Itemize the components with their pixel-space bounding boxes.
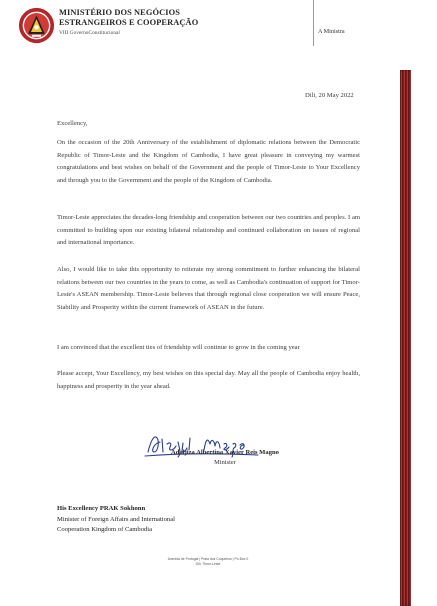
salutation: Excellency, — [57, 120, 88, 127]
decorative-stripe — [400, 70, 411, 606]
ministry-name-line1: MINISTÉRIO DOS NEGÓCIOS — [59, 8, 180, 17]
header-divider — [313, 0, 314, 46]
recipient-block — [57, 504, 175, 536]
recipient-line2: Minister of Foreign Affairs and International — [57, 515, 175, 523]
footer-line2: Díli, Timor-Leste — [195, 562, 221, 566]
ministry-name-line2: ESTRANGEIROS E COOPERAÇÃO — [59, 18, 199, 27]
ministry-header — [59, 8, 294, 37]
paragraph-3: Also, I would like to take this opportunity to reiterate my strong commitment to further enhancing the bilateral relations between our two countries in the years to come, as well as Cambodia's continuation of support for Timor-Leste's ASEAN membership. Timor-Leste believes that through regional close cooperation we will ensure Peace, Stability and Prosperity within the current framework of ASEAN in the future. — [57, 266, 360, 311]
office-label: A Ministra — [318, 28, 345, 35]
recipient-name: His Excellency PRAK Sokhonn — [57, 505, 146, 512]
government-label: VIII GovernoConstitucional — [59, 30, 120, 36]
paragraph-5: Please accept, Your Excellency, my best wishes on this special day. May all the people of Cambodia enjoy health, happiness and prosperity in the year ahead. — [57, 370, 360, 390]
paragraph-2: Timor-Leste appreciates the decades-long friendship and cooperation between our two countries and peoples. I am committed to building upon our existing bilateral relationship and continued collaboration on issues of regional and international importance. — [57, 214, 360, 247]
footer-address — [148, 557, 268, 567]
signatory-name: Adaljiza Albertina Xavier Reis Magno — [171, 449, 279, 456]
footer-line1: Avenida de Portugal | Praia dos Coqueiros | Po Box 0 — [167, 557, 249, 561]
letter-date: Dili, 20 May 2022 — [305, 92, 354, 99]
paragraph-4: I am convinced that the excellent ties of friendship will continue to grow in the coming year — [57, 344, 300, 351]
paragraph-1: On the occasion of the 20th Anniversary of the establishment of diplomatic relations between the Democratic Republic of Timor-Leste and the Kingdom of Cambodia, I have great pleasure in conveying my warmest congratulations and best wishes on behalf of the Government and the people of Timor-Leste to Your Excellency and through you to the Government and the people of the Kingdom of Cambodia. — [57, 139, 360, 184]
national-emblem-icon — [18, 7, 55, 44]
recipient-line3: Cooperation Kingdom of Cambodia — [57, 526, 153, 533]
signatory-title: Minister — [214, 459, 236, 466]
